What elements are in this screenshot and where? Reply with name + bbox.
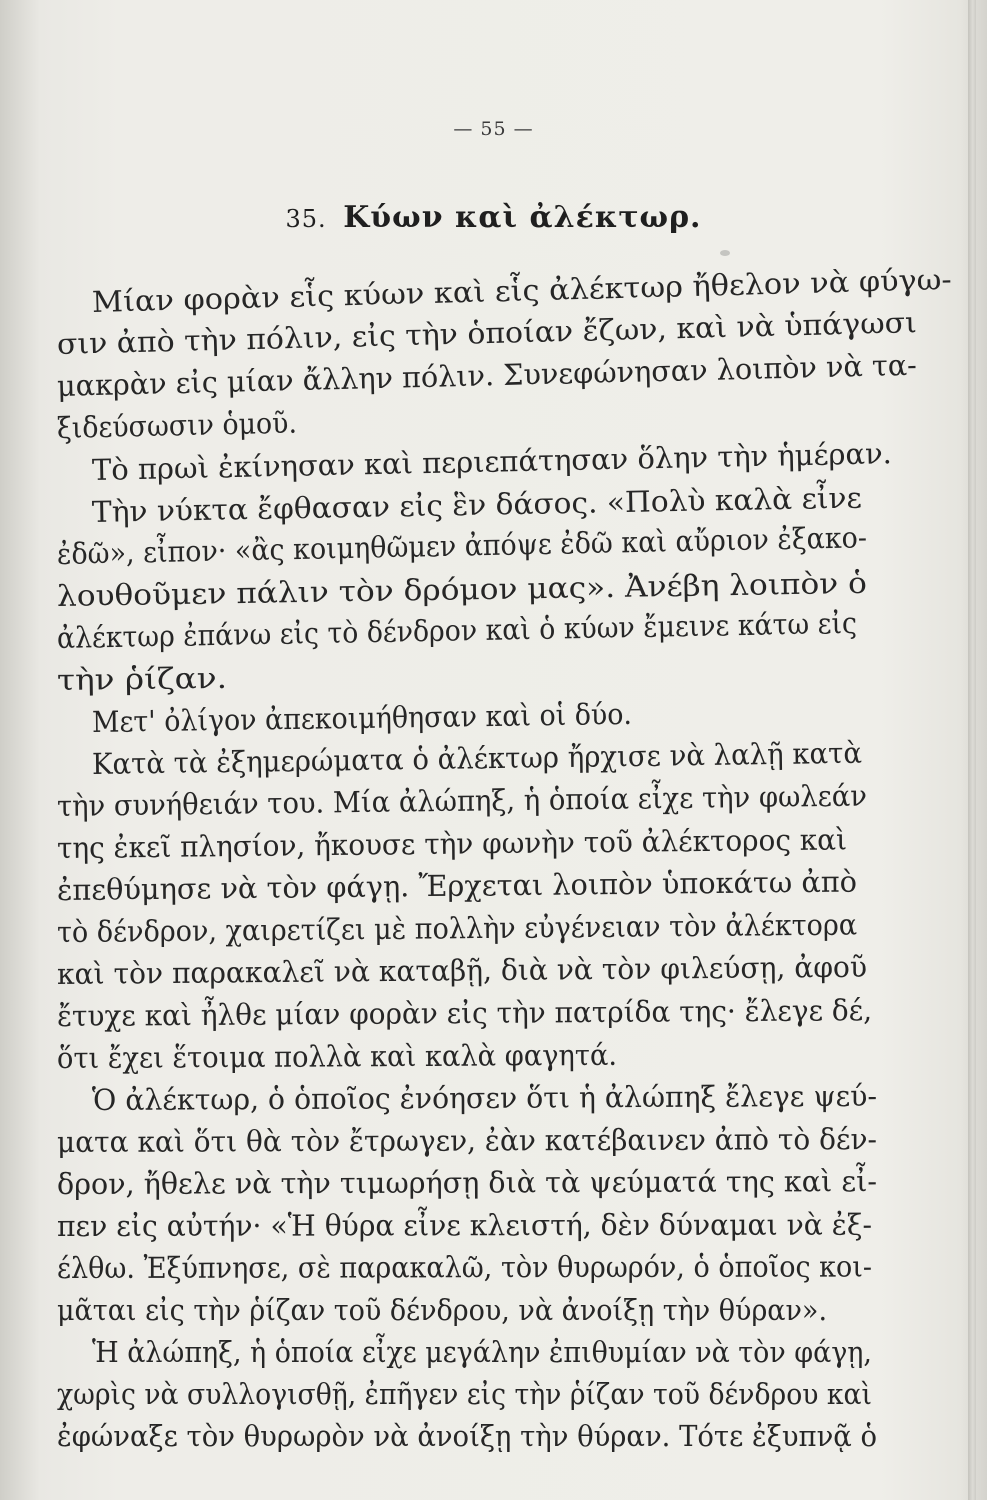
ink-speck [720, 250, 730, 256]
text-line: καὶ τὸν παρακαλεῖ νὰ καταβῇ, διὰ νὰ τὸν φιλεύσῃ, ἀφοῦ [56, 949, 868, 991]
fable-number: 35. [285, 205, 327, 233]
page-number: — 55 — [453, 118, 534, 140]
text-line: σιν ἀπὸ τὴν πόλιν, εἰς τὴν ὁποίαν ἔζων, καὶ νὰ ὑπάγωσι [56, 305, 918, 361]
text-line: μακρὰν εἰς μίαν ἄλλην πόλιν. Συνεφώνησαν λοιπὸν νὰ τα- [56, 347, 918, 403]
text-line: ἐφώναξε τὸν θυρωρὸν νὰ ἀνοίξῃ τὴν θύραν. Τότε ἐξυπνᾷ ὁ [57, 1419, 878, 1453]
text-line: ἐπεθύμησε νὰ τὸν φάγῃ. Ἔρχεται λοιπὸν ὑποκάτω ἀπὸ [56, 864, 858, 907]
text-line: ἀλέκτωρ ἐπάνω εἰς τὸ δένδρον καὶ ὁ κύων ἔμεινε κάτω εἰς [56, 605, 858, 655]
fable-title-text: Κύων καὶ ἀλέκτωρ. [343, 200, 702, 235]
text-line: Τὸ πρωὶ ἐκίνησαν καὶ περιεπάτησαν ὅλην τὴν ἡμέραν. [91, 436, 893, 487]
text-line: ἐδῶ», εἶπον· «ἂς κοιμηθῶμεν ἀπόψε ἐδῶ καὶ αὔριον ἐξακο- [56, 520, 868, 571]
text-line: πεν εἰς αὐτήν· «Ἡ θύρα εἶνε κλειστή, δὲν δύναμαι νὰ ἐξ- [56, 1207, 873, 1243]
text-line: Κατὰ τὰ ἐξημερώματα ὁ ἀλέκτωρ ἤρχισε νὰ λαλῇ κατὰ [91, 735, 863, 781]
text-line: ματα καὶ ὅτι θὰ τὸν ἔτρωγεν, ἐὰν κατέβαινεν ἀπὸ τὸ δέν- [56, 1122, 878, 1159]
text-line: έλθω. Ἐξύπνησε, σὲ παρακαλῶ, τὸν θυρωρόν, ὁ ὁποῖος κοι- [56, 1249, 873, 1285]
text-line: τὴν ῥίζαν. [56, 660, 228, 697]
text-line: χωρὶς νὰ συλλογισθῇ, ἐπῆγεν εἰς τὴν ῥίζαν τοῦ δένδρου καὶ [57, 1377, 872, 1411]
text-line: Ὁ ἀλέκτωρ, ὁ ὁποῖος ἐνόησεν ὅτι ἡ ἀλώπηξ ἔλεγε ψεύ- [91, 1078, 878, 1117]
text-line: τὸ δένδρον, χαιρετίζει μὲ πολλὴν εὐγένειαν τὸν ἀλέκτορα [56, 907, 858, 949]
fable-title [0, 200, 987, 235]
text-line: ἔτυχε καὶ ἦλθε μίαν φορὰν εἰς τὴν πατρίδα της· ἔλεγε δέ, [56, 993, 873, 1033]
text-line: ὅτι ἔχει ἕτοιμα πολλὰ καὶ καλὰ φαγητά. [56, 1037, 618, 1075]
text-line: λουθοῦμεν πάλιν τὸν δρόμον μας». Ἀνέβη λοιπὸν ὁ [56, 565, 868, 613]
text-line: Ἡ ἀλώπηξ, ἡ ὁποία εἶχε μεγάλην ἐπιθυμίαν νὰ τὸν φάγῃ, [92, 1335, 872, 1369]
text-line: ξιδεύσωσιν ὁμοῦ. [56, 405, 298, 445]
text-line: της ἐκεῖ πλησίον, ἤκουσε τὴν φωνὴν τοῦ ἀλέκτορος καὶ [56, 822, 848, 865]
text-line: μᾶται εἰς τὴν ῥίζαν τοῦ δένδρου, νὰ ἀνοίξῃ τὴν θύραν». [57, 1293, 828, 1327]
text-line: Τὴν νύκτα ἔφθασαν εἰς ἓν δάσος. «Πολὺ καλὰ εἶνε [91, 480, 863, 529]
text-line: Μίαν φορὰν εἷς κύων καὶ εἷς ἀλέκτωρ ἤθελον νὰ φύγω- [91, 262, 953, 319]
text-line: Μετ' ὀλίγον ἀπεκοιμήθησαν καὶ οἱ δύο. [91, 696, 633, 739]
text-line: δρον, ἤθελε νὰ τὴν τιμωρήσῃ διὰ τὰ ψεύματά της καὶ εἶ- [56, 1164, 878, 1201]
text-line: τὴν συνήθειάν του. Μία ἀλώπηξ, ἡ ὁποία εἶχε τὴν φωλεάν [56, 778, 868, 823]
